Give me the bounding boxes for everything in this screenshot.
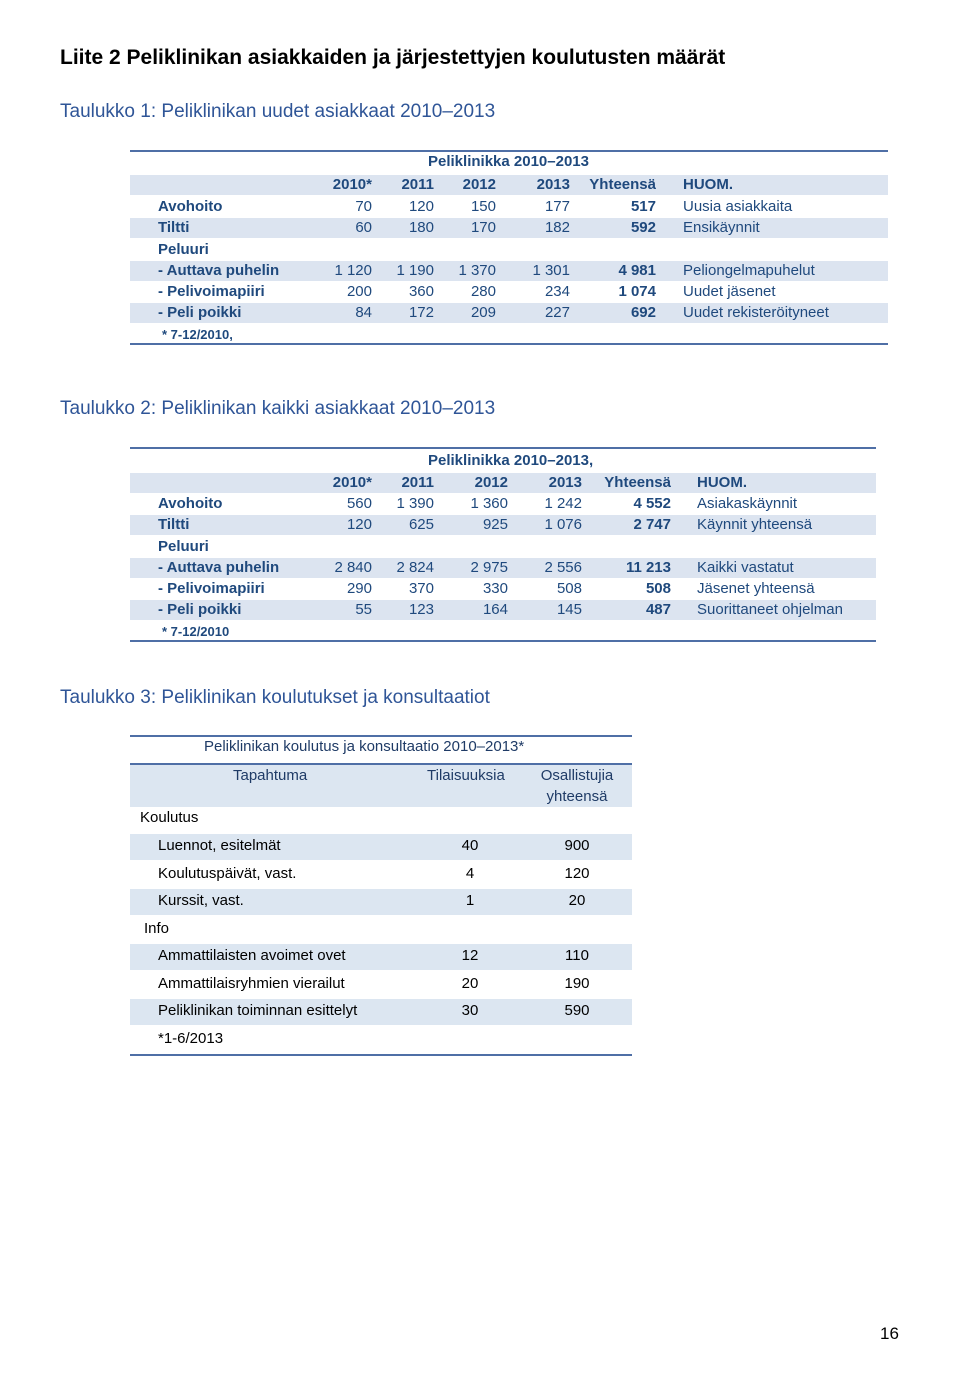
table2-col-2013: 2013 [548,474,582,491]
table3-col-event: Tapahtuma [233,767,308,784]
table1-cell: 182 [544,219,570,236]
table1-cell: 1 370 [458,262,496,279]
table2-cell: 2 975 [470,559,508,576]
table2-group-header: Peliklinikka 2010–2013, [428,452,594,469]
table1-col-2011: 2011 [401,176,434,193]
table2-cell: 1 390 [396,495,434,512]
table2-cell: 508 [556,580,582,597]
page-number: 16 [880,1324,899,1343]
table2-cell: 1 242 [544,495,582,512]
table3-caption: Taulukko 3: Peliklinikan koulutukset ja konsultaatiot [60,687,490,708]
table2-cell: 55 [355,601,372,618]
table2-cell: 2 824 [396,559,434,576]
table2-note: Kaikki vastatut [697,559,794,576]
table3-group-header: Peliklinikan koulutus ja konsultaatio 2010–2013* [204,738,525,755]
table1-col-2010: 2010* [332,176,372,193]
table1-cell: 120 [408,198,434,215]
table3-orders: 12 [461,947,479,964]
table2-cell: 560 [346,495,372,512]
table2-row-label: - Peli poikki [158,601,242,618]
table1-cell: 227 [544,304,570,321]
table2-row-label: - Pelivoimapiiri [158,580,265,597]
table2-note: Käynnit yhteensä [697,516,813,533]
table3-participants: 20 [568,892,586,909]
table2-col-note: HUOM. [697,474,747,491]
table3-footnote: *1-6/2013 [158,1030,224,1047]
table3-orders: 30 [461,1002,479,1019]
table1-col-note: HUOM. [683,176,733,193]
table1-cell: 1 190 [396,262,434,279]
table2-cell: 120 [346,516,372,533]
table1-col-total: Yhteensä [589,176,656,193]
table1-col-2013: 2013 [536,176,570,193]
table1-caption: Taulukko 1: Peliklinikan uudet asiakkaat 2010–2013 [60,101,496,122]
table1-cell: 1 120 [334,262,372,279]
table2-col-2012: 2012 [474,474,508,491]
table2-row-label: Tiltti [158,516,190,533]
table2-note: Asiakaskäynnit [697,495,798,512]
table2-cell: 290 [346,580,372,597]
table3-participants: 190 [564,975,590,992]
table3-col-orders: Tilaisuuksia [427,767,505,784]
table1-cell: 360 [408,283,434,300]
table2-col-2011: 2011 [401,474,434,491]
table2-cell: 2 556 [544,559,582,576]
table2-cell: 2 840 [334,559,372,576]
table2-note: Suorittaneet ohjelman [697,601,843,618]
table2-footnote: * 7-12/2010 [162,624,230,639]
table1-group-header: Peliklinikka 2010–2013 [428,153,589,170]
table1-note: Uudet jäsenet [683,283,776,300]
table3-participants: 590 [564,1002,590,1019]
table2-row-label: Avohoito [158,495,223,512]
table1-total: 592 [630,219,656,236]
table1-footnote: * 7-12/2010, [162,327,233,342]
table2-top-rule [130,447,876,449]
table1-cell: 150 [470,198,496,215]
table2-total: 487 [645,601,671,618]
table3-bottom-rule [130,1054,632,1056]
table2-total: 508 [645,580,671,597]
table1-cell: 177 [544,198,570,215]
table1-total: 4 981 [618,262,656,279]
table2-cell: 370 [408,580,434,597]
table3-col-participants-2: yhteensä [546,788,608,805]
table2-cell: 625 [408,516,434,533]
table3-event: Ammattilaisten avoimet ovet [158,947,346,964]
table1-cell: 84 [355,304,372,321]
table2-total: 2 747 [633,516,671,533]
table3-participants: 110 [565,947,589,964]
table1-row-label: - Peli poikki [158,304,242,321]
table1-cell: 200 [346,283,372,300]
table3-event: Luennot, esitelmät [158,837,281,854]
table1-cell: 234 [544,283,570,300]
table3-participants: 900 [564,837,590,854]
table3-participants: 120 [564,865,590,882]
table3-event: Kurssit, vast. [158,892,244,909]
table2-total: 4 552 [633,495,671,512]
table1-cell: 209 [470,304,496,321]
table2-cell: 145 [556,601,582,618]
table3-orders: 20 [461,975,479,992]
table2-total: 11 213 [625,559,671,576]
table1-col-2012: 2012 [462,176,496,193]
table3-section-koulutus: Koulutus [140,809,199,826]
table3-col-participants: Osallistujia [540,767,614,784]
table1-total: 1 074 [618,283,656,300]
table1-note: Peliongelmapuhelut [683,262,815,279]
table2-note: Jäsenet yhteensä [697,580,815,597]
table2-cell: 1 076 [544,516,582,533]
table3-event: Koulutuspäivät, vast. [158,865,297,882]
table2-cell: 925 [482,516,508,533]
table1-cell: 280 [470,283,496,300]
table1-total: 517 [630,198,656,215]
table1-row-label: - Auttava puhelin [158,262,280,279]
table3-event: Ammattilaisryhmien vierailut [158,975,345,992]
table3-event: Peliklinikan toiminnan esittelyt [158,1002,358,1019]
table2-bottom-rule [130,640,876,642]
table3-orders: 4 [465,865,475,882]
table3-section-info: Info [144,920,170,937]
table2-cell: 1 360 [470,495,508,512]
table3-orders: 1 [465,892,475,909]
table1-cell: 180 [408,219,434,236]
table2-col-2010: 2010* [332,474,372,491]
table1-cell: 1 301 [532,262,570,279]
table2-col-total: Yhteensä [604,474,671,491]
table1-row-label: Peluuri [158,241,209,258]
table2-row-label: - Auttava puhelin [158,559,280,576]
table2-caption: Taulukko 2: Peliklinikan kaikki asiakkaat 2010–2013 [60,398,496,419]
table3-orders: 40 [461,837,479,854]
page-title: Liite 2 Peliklinikan asiakkaiden ja järjestettyjen koulutusten määrät [60,46,726,69]
table1-note: Uudet rekisteröityneet [683,304,829,321]
table1-row-label: Avohoito [158,198,223,215]
table1-cell: 172 [408,304,434,321]
table2-cell: 164 [482,601,508,618]
table1-note: Uusia asiakkaita [683,198,793,215]
table2-cell: 330 [482,580,508,597]
table1-cell: 60 [355,219,372,236]
table1-cell: 70 [355,198,372,215]
table2-row-label: Peluuri [158,538,209,555]
table1-total: 692 [630,304,656,321]
table2-cell: 123 [408,601,434,618]
table1-row-label: - Pelivoimapiiri [158,283,265,300]
table1-note: Ensikäynnit [683,219,760,236]
table1-cell: 170 [470,219,496,236]
table1-bottom-rule [130,343,888,345]
table1-row-label: Tiltti [158,219,190,236]
